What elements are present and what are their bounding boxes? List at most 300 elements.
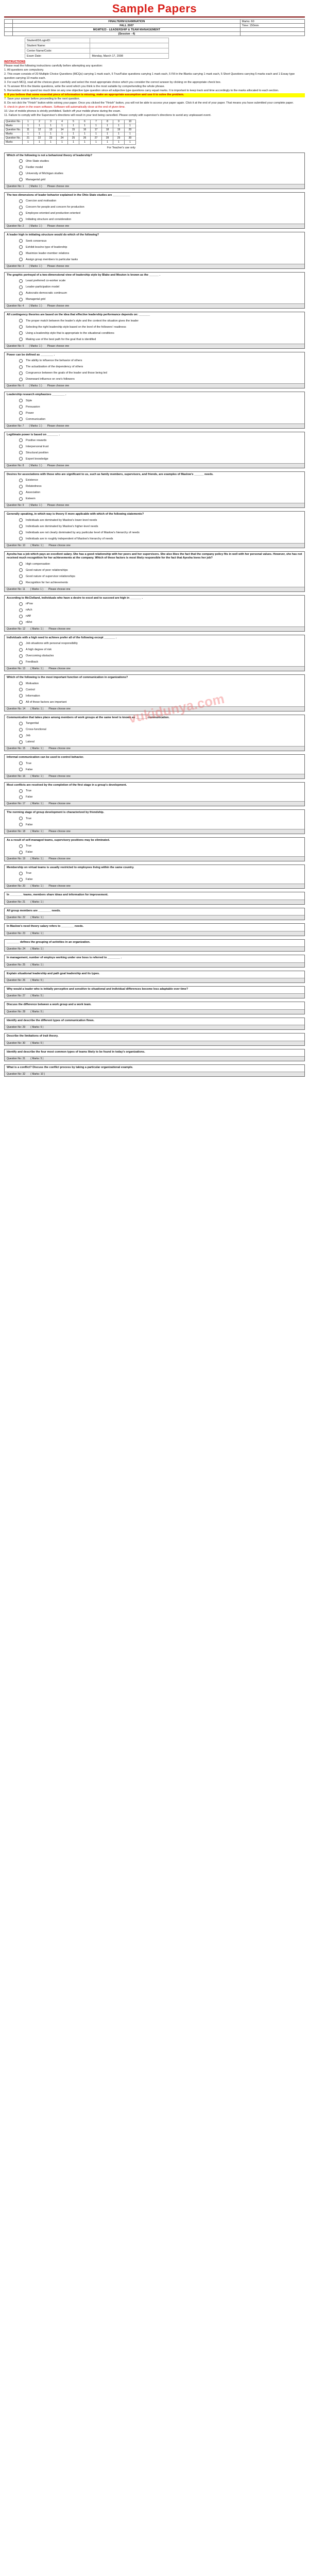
marks-cell: 1 <box>68 124 79 128</box>
option-label: Autocratic-democratic continuum <box>26 292 67 295</box>
qnum-cell: 5 <box>68 120 79 124</box>
option-label: Making use of the best path for the goal that is identified <box>26 337 96 341</box>
option-label: High compensation <box>26 562 50 566</box>
question-footer <box>5 184 304 189</box>
option-row[interactable] <box>19 376 304 382</box>
option-label: Managerial grid <box>26 178 45 181</box>
question-text: In Maslow's need theory salary refers to ________ needs. <box>7 925 84 928</box>
qnum-cell: 25 <box>68 136 79 140</box>
option-label: Using a leadership style that is appropriate to the situational conditions <box>26 331 114 335</box>
options-list <box>5 198 304 224</box>
option-row[interactable] <box>19 250 304 257</box>
option-row[interactable] <box>19 177 304 183</box>
option-label: All of these factors are important <box>26 700 67 704</box>
question-footer <box>5 829 304 834</box>
radio-button[interactable] <box>19 615 23 618</box>
marks-cell: 1 <box>125 132 136 136</box>
radio-button[interactable] <box>19 621 23 624</box>
marks-cell: 1 <box>57 140 68 144</box>
header-cell <box>241 32 305 36</box>
option-row[interactable] <box>19 767 304 773</box>
qnum-cell: 19 <box>113 128 125 132</box>
question-marks: ( Marks: 1 ) <box>30 931 44 935</box>
option-row[interactable] <box>19 290 304 296</box>
question-text: Individuals with a high need to achieve prefer all of the following except _______ . <box>7 636 117 640</box>
option-row[interactable] <box>19 876 304 883</box>
radio-button[interactable] <box>19 438 23 442</box>
qnum-cell: 2 <box>34 120 45 124</box>
question-text: The norming stage of group development is characterized by friendship. <box>7 811 105 815</box>
option-row[interactable] <box>19 171 304 177</box>
info-value[interactable]: Monday, March 17, 2008 <box>90 54 169 59</box>
radio-button[interactable] <box>19 654 23 658</box>
radio-button[interactable] <box>19 740 23 744</box>
question-hint: Please choose one <box>48 774 71 778</box>
question-box <box>4 432 305 468</box>
question-footer <box>5 423 304 428</box>
question-number: Question No: 29 <box>7 1026 26 1029</box>
qnum-cell: 12 <box>34 128 45 132</box>
question-marks: ( Marks: 1 ) <box>30 916 44 920</box>
qnum-cell: 21 <box>23 136 34 140</box>
option-label: Fiedler model <box>26 165 43 169</box>
radio-button[interactable] <box>19 445 23 448</box>
option-row[interactable] <box>19 437 304 444</box>
option-row[interactable] <box>19 720 304 726</box>
qnum-cell: 6 <box>79 120 91 124</box>
question-hint: Please choose one <box>47 424 70 428</box>
options-list <box>5 843 304 856</box>
question-box <box>4 1002 305 1014</box>
radio-button[interactable] <box>19 537 23 540</box>
question-number: Question No: 24 <box>7 947 26 951</box>
option-row[interactable] <box>19 681 304 687</box>
radio-button[interactable] <box>19 199 23 203</box>
option-row[interactable] <box>19 794 304 800</box>
radio-button[interactable] <box>19 872 23 875</box>
site-title: Sample Papers <box>4 0 305 18</box>
question-text: Ayesha has a job which pays an excellent salary. She has a good relationship with her peers and her supervisors. She also likes the fact that the company policy fits in well with her personal values. However, she has not received much recognition for her achievements at the company. Which of these factors is most likely responsible for the fact that Ayesha loves her job? <box>7 552 302 560</box>
options-list <box>5 681 304 706</box>
instruction-line: 9. check in given in the exam software. Software will automatically close at the end of given time. <box>4 105 126 109</box>
option-label: Individuals are not clearly dominated by any particular level of Maslow's hierarchy of needs <box>26 531 140 534</box>
radio-button[interactable] <box>19 337 23 341</box>
qnum-cell: 8 <box>102 120 113 124</box>
option-row[interactable] <box>19 444 304 450</box>
options-list <box>5 477 304 503</box>
question-marks: ( Marks: 1 ) <box>29 344 42 348</box>
option-label: True <box>26 789 32 793</box>
question-footer <box>5 383 304 388</box>
radio-button[interactable] <box>19 165 23 169</box>
options-list <box>5 238 304 264</box>
info-row <box>25 38 169 43</box>
radio-button[interactable] <box>19 660 23 664</box>
question-box <box>4 352 305 388</box>
option-label: Motivation <box>26 682 39 685</box>
qnum-cell: 20 <box>125 128 136 132</box>
marks-cell: 1 <box>23 132 34 136</box>
question-text: As a result of self-managed teams, supervisory positions may be eliminated. <box>7 838 110 842</box>
marks-cell: 1 <box>45 140 57 144</box>
question-box <box>4 272 305 309</box>
option-label: Managerial grid <box>26 298 45 301</box>
option-row[interactable] <box>19 278 304 284</box>
radio-button[interactable] <box>19 688 23 691</box>
option-row[interactable] <box>19 822 304 828</box>
option-label: nAff <box>26 615 31 618</box>
question-hint: Please choose one <box>47 184 70 188</box>
header-row <box>5 20 305 24</box>
option-label: Job situations with personal responsibility <box>26 642 78 646</box>
teacher-note: For Teacher's use only <box>107 146 136 149</box>
option-label: True <box>26 761 32 765</box>
option-row[interactable] <box>19 536 304 542</box>
option-row[interactable] <box>19 739 304 745</box>
option-label: Interpersonal trust <box>26 445 49 448</box>
option-label: Structural position <box>26 451 49 454</box>
header-row <box>5 28 305 32</box>
question-text: Which of the following is not a behavioral theory of leadership? <box>7 154 92 157</box>
question-box <box>4 955 305 967</box>
option-row[interactable] <box>19 358 304 364</box>
option-row[interactable] <box>19 483 304 489</box>
radio-button[interactable] <box>19 411 23 415</box>
option-row[interactable] <box>19 530 304 536</box>
radio-button[interactable] <box>19 789 23 793</box>
marks-cell: 1 <box>45 124 57 128</box>
question-number: Question No: 14 <box>7 707 26 710</box>
option-label: Existence <box>26 479 38 482</box>
option-row[interactable] <box>19 733 304 739</box>
option-label: Expert knowledge <box>26 457 48 461</box>
radio-button[interactable] <box>19 823 23 826</box>
option-row[interactable] <box>19 573 304 580</box>
radio-button[interactable] <box>19 524 23 528</box>
question-text: All group members are ________ needs. <box>7 909 61 912</box>
option-row[interactable] <box>19 296 304 302</box>
radio-button[interactable] <box>19 518 23 522</box>
question-box <box>4 312 305 348</box>
radio-button[interactable] <box>19 298 23 301</box>
options-list <box>5 278 304 303</box>
question-marks: ( Marks: 5 ) <box>30 978 44 982</box>
option-row[interactable] <box>19 318 304 324</box>
radio-button[interactable] <box>19 292 23 295</box>
option-label: Overcoming obstacles <box>26 654 54 658</box>
option-row[interactable] <box>19 843 304 849</box>
option-row[interactable] <box>19 601 304 607</box>
option-row[interactable] <box>19 284 304 290</box>
radio-button[interactable] <box>19 531 23 534</box>
radio-button[interactable] <box>19 451 23 454</box>
options-list <box>5 601 304 626</box>
qnum-cell: 3 <box>45 120 57 124</box>
question-box <box>4 192 305 229</box>
marks-cell: 1 <box>68 140 79 144</box>
radio-button[interactable] <box>19 728 23 732</box>
question-footer <box>5 666 304 671</box>
option-row[interactable] <box>19 561 304 567</box>
option-row[interactable] <box>19 450 304 456</box>
instruction-line: 4. To answer fill in the blanks questions, write the word which you think is the most suitable by comprehending the whole phrase. <box>4 84 165 88</box>
option-row[interactable] <box>19 370 304 376</box>
radio-button[interactable] <box>19 479 23 482</box>
option-row[interactable] <box>19 257 304 263</box>
radio-button[interactable] <box>19 417 23 421</box>
marks-cell: 1 <box>91 140 102 144</box>
question-number: Question No: 16 <box>7 774 26 778</box>
radio-button[interactable] <box>19 761 23 765</box>
qnum-cell: 23 <box>45 136 57 140</box>
options-list <box>5 720 304 746</box>
option-label: Cross-functional <box>26 728 46 732</box>
question-number: Question No: 10 <box>7 544 26 547</box>
question-number: Question No: 28 <box>7 1010 26 1013</box>
radio-button[interactable] <box>19 562 23 566</box>
radio-button[interactable] <box>19 365 23 369</box>
radio-button[interactable] <box>19 497 23 501</box>
radio-button[interactable] <box>19 212 23 215</box>
options-list <box>5 398 304 423</box>
radio-button[interactable] <box>19 844 23 848</box>
question-text: Desires for associations with those who are significant to us, such as family members, supervisors, and friends, are examples of Maslow's ______ needs. <box>7 472 214 476</box>
info-value[interactable] <box>90 48 169 54</box>
option-row[interactable] <box>19 410 304 416</box>
option-row[interactable] <box>19 760 304 767</box>
question-text: Generally speaking, in which way is theory X more applicable with which of the following statements? <box>7 513 144 516</box>
radio-button[interactable] <box>19 331 23 335</box>
option-label: Employee-oriented and production-oriented <box>26 212 80 215</box>
option-row[interactable] <box>19 489 304 496</box>
option-row[interactable] <box>19 477 304 483</box>
radio-button[interactable] <box>19 648 23 652</box>
option-row[interactable] <box>19 693 304 699</box>
instruction-line: 11. Failure to comply with the Supervisor's directions will result in your test being cancelled. Please comply with supervisor's directions to avoid any unpleasant event. <box>4 113 212 117</box>
radio-button[interactable] <box>19 405 23 409</box>
marks-label: Marks <box>5 124 23 128</box>
question-hint: Please choose one <box>48 885 71 888</box>
qnum-cell: 4 <box>57 120 68 124</box>
option-label: Good nature of supervisor relationships <box>26 574 75 578</box>
qnum-row <box>5 136 136 140</box>
radio-button[interactable] <box>19 602 23 606</box>
option-row[interactable] <box>19 416 304 422</box>
option-row[interactable] <box>19 496 304 502</box>
question-number: Question No: 32 <box>7 1073 26 1076</box>
radio-button[interactable] <box>19 178 23 181</box>
options-list <box>5 517 304 543</box>
question-number: Question No: 5 <box>7 344 24 348</box>
option-row[interactable] <box>19 816 304 822</box>
question-footer <box>5 1025 304 1029</box>
marks-cell: 1 <box>102 132 113 136</box>
radio-button[interactable] <box>19 491 23 495</box>
qnum-cell: 26 <box>79 136 91 140</box>
option-row[interactable] <box>19 613 304 619</box>
marks-cell: 1 <box>23 140 34 144</box>
radio-button[interactable] <box>19 245 23 249</box>
question-marks: ( Marks: 1 ) <box>30 802 44 806</box>
option-row[interactable] <box>19 238 304 244</box>
question-text: According to McClelland, individuals who have a desire to excel and to succeed are high in _______ . <box>7 596 143 600</box>
info-row <box>25 48 169 54</box>
radio-button[interactable] <box>19 700 23 704</box>
header-row <box>5 24 305 28</box>
option-row[interactable] <box>19 517 304 523</box>
question-box <box>4 152 305 189</box>
option-label: Relatedness <box>26 485 42 488</box>
radio-button[interactable] <box>19 206 23 209</box>
option-row[interactable] <box>19 336 304 343</box>
option-row[interactable] <box>19 580 304 586</box>
option-label: True <box>26 844 32 848</box>
options-list <box>5 816 304 829</box>
radio-button[interactable] <box>19 485 23 488</box>
option-row[interactable] <box>19 653 304 659</box>
radio-button[interactable] <box>19 218 23 222</box>
radio-button[interactable] <box>19 239 23 243</box>
question-text: Legitimate power is based on _______ . <box>7 433 60 436</box>
option-row[interactable] <box>19 849 304 855</box>
radio-button[interactable] <box>19 568 23 572</box>
question-footer <box>5 543 304 548</box>
radio-button[interactable] <box>19 878 23 882</box>
option-label: False <box>26 768 33 771</box>
question-hint: Please choose one <box>48 747 71 751</box>
radio-button[interactable] <box>19 399 23 402</box>
info-row <box>25 54 169 59</box>
qnum-cell: 10 <box>125 120 136 124</box>
radio-button[interactable] <box>19 172 23 175</box>
radio-button[interactable] <box>19 258 23 261</box>
qnum-cell: 28 <box>102 136 113 140</box>
radio-button[interactable] <box>19 768 23 771</box>
option-row[interactable] <box>19 364 304 370</box>
question-footer <box>5 856 304 861</box>
question-number: Question No: 12 <box>7 628 26 631</box>
info-value[interactable] <box>90 43 169 48</box>
option-row[interactable] <box>19 164 304 171</box>
header-cell: Marks: 60 <box>241 20 305 24</box>
options-list <box>5 640 304 666</box>
radio-button[interactable] <box>19 159 23 163</box>
option-row[interactable] <box>19 210 304 216</box>
radio-button[interactable] <box>19 851 23 854</box>
question-marks: ( Marks: 1 ) <box>30 667 44 671</box>
question-text: Why would a leader who is initially perceptive and sensitive to situational and individual differences become less adaptable over time? <box>7 987 188 991</box>
marks-cell: 1 <box>113 140 125 144</box>
radio-button[interactable] <box>19 279 23 283</box>
radio-button[interactable] <box>19 378 23 381</box>
option-row[interactable] <box>19 788 304 794</box>
radio-button[interactable] <box>19 734 23 738</box>
option-row[interactable] <box>19 567 304 573</box>
option-row[interactable] <box>19 216 304 223</box>
option-label: Least preferred co-worker scale <box>26 279 66 283</box>
option-row[interactable] <box>19 158 304 164</box>
radio-button[interactable] <box>19 722 23 725</box>
marks-cell: 1 <box>45 132 57 136</box>
radio-button[interactable] <box>19 251 23 255</box>
radio-button[interactable] <box>19 608 23 612</box>
radio-button[interactable] <box>19 371 23 375</box>
option-row[interactable] <box>19 523 304 530</box>
option-row[interactable] <box>19 330 304 336</box>
option-row[interactable] <box>19 659 304 665</box>
question-box <box>4 837 305 861</box>
question-footer <box>5 774 304 778</box>
radio-button[interactable] <box>19 581 23 584</box>
option-row[interactable] <box>19 204 304 210</box>
radio-button[interactable] <box>19 795 23 799</box>
option-row[interactable] <box>19 244 304 250</box>
question-box <box>4 892 305 904</box>
option-row[interactable] <box>19 870 304 876</box>
question-box <box>4 923 305 936</box>
question-marks: ( Marks: 1 ) <box>29 225 42 228</box>
radio-button[interactable] <box>19 682 23 685</box>
option-row[interactable] <box>19 456 304 462</box>
question-box <box>4 754 305 778</box>
question-hint: Please choose one <box>48 587 71 591</box>
question-marks: ( Marks: 1 ) <box>30 963 44 967</box>
marks-cell: 1 <box>34 140 45 144</box>
question-footer <box>5 1009 304 1014</box>
radio-button[interactable] <box>19 319 23 323</box>
info-value[interactable] <box>90 38 169 43</box>
radio-button[interactable] <box>19 694 23 698</box>
radio-button[interactable] <box>19 285 23 289</box>
question-number: Question No: 9 <box>7 504 24 507</box>
instruction-line: 10. Use of mobile phones is strictly prohibited. Switch off your mobile phone during the exam. <box>4 109 121 113</box>
option-row[interactable] <box>19 687 304 693</box>
options-list <box>5 788 304 801</box>
option-row[interactable] <box>19 619 304 625</box>
radio-button[interactable] <box>19 359 23 363</box>
option-row[interactable] <box>19 398 304 404</box>
radio-button[interactable] <box>19 457 23 461</box>
option-row[interactable] <box>19 198 304 204</box>
qnum-cell: 1 <box>23 120 34 124</box>
info-label: Student Name: <box>25 43 90 48</box>
option-row[interactable] <box>19 640 304 647</box>
question-marks: ( Marks: 1 ) <box>29 304 42 308</box>
option-row[interactable] <box>19 647 304 653</box>
question-marks: ( Marks: 1 ) <box>30 587 44 591</box>
question-footer <box>5 946 304 951</box>
qnum-row <box>5 128 136 132</box>
radio-button[interactable] <box>19 817 23 820</box>
instruction-line: Please read the following instructions carefully before attempting any question: <box>4 64 103 67</box>
option-label: nAch <box>26 608 32 612</box>
option-row[interactable] <box>19 607 304 613</box>
instruction-line: 8. Do not click the "Finish" button while solving your paper. Once you clicked the "Finish" button, you will not be able to access your paper again. Click it at the end of your paper. That means you have submitted your complete paper. <box>4 101 294 105</box>
option-row[interactable] <box>19 726 304 733</box>
radio-button[interactable] <box>19 574 23 578</box>
question-text: Leadership research emphasizes ________ . <box>7 393 66 397</box>
question-hint: Please choose one <box>47 304 70 308</box>
question-text: Explain situational leadership and path goal leadership and its types. <box>7 972 100 975</box>
radio-button[interactable] <box>19 325 23 329</box>
info-label: Exam Date: <box>25 54 90 59</box>
option-label: Style <box>26 399 32 402</box>
option-row[interactable] <box>19 324 304 330</box>
question-box <box>4 1049 305 1061</box>
radio-button[interactable] <box>19 642 23 646</box>
option-row[interactable] <box>19 404 304 410</box>
option-label: A high degree of risk <box>26 648 52 652</box>
